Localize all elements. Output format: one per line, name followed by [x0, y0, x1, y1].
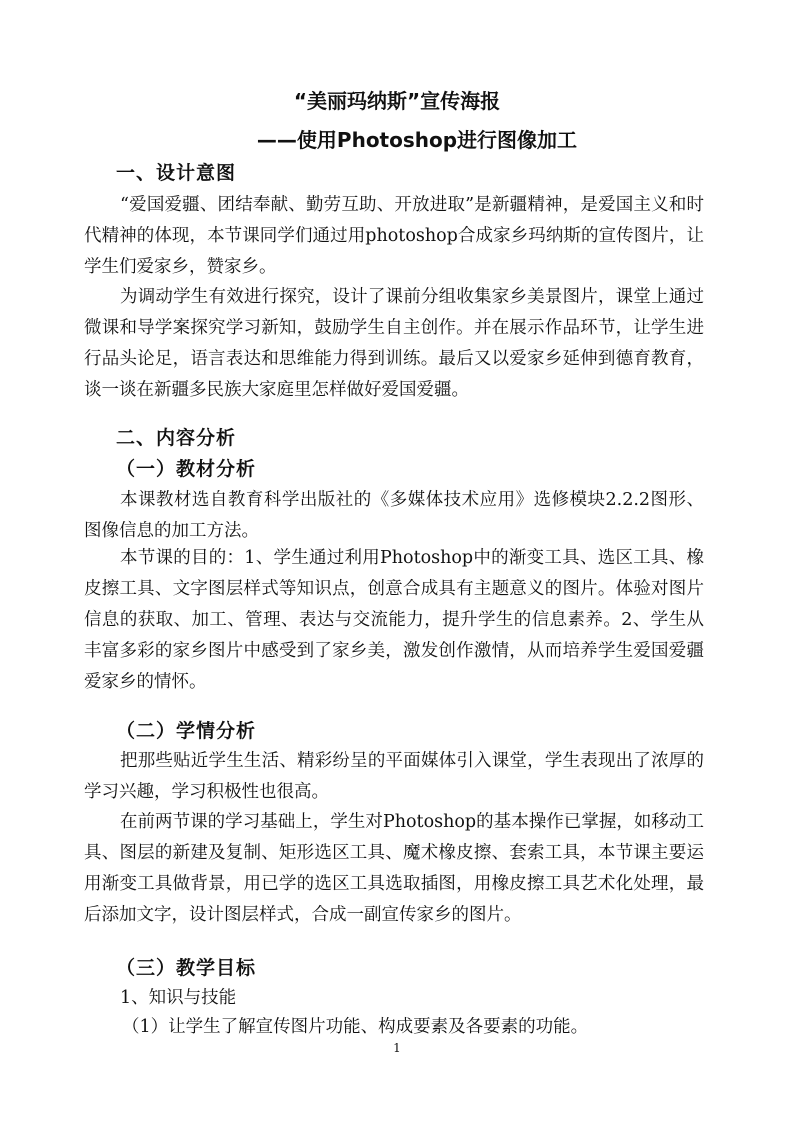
section-1-paragraph-2: 为调动学生有效进行探究，设计了课前分组收集家乡美景图片，课堂上通过微课和导学案探究学习新知，鼓励学生自主创作。并在展示作品环节，让学生进行品头论足，语言表达和思维能力得到训练。最后又以爱家乡延伸到德育教育，谈一谈在新疆多民族大家庭里怎样做好爱国爱疆。	[84, 287, 704, 400]
subsection-textbook-heading: （一）教材分析	[116, 458, 257, 480]
learner-paragraph-1: 把那些贴近学生生活、精彩纷呈的平面媒体引入课堂，学生表现出了浓厚的学习兴趣，学习积极性也很高。	[84, 751, 704, 802]
objective-item-2: （1）让学生了解宣传图片功能、构成要素及各要素的功能。	[122, 1017, 589, 1037]
document-title: “美丽玛纳斯”宣传海报	[293, 89, 501, 113]
objective-item-1: 1、知识与技能	[120, 988, 237, 1008]
subsection-objectives-heading: （三）教学目标	[116, 957, 257, 979]
page-number: 1	[393, 1041, 401, 1055]
subsection-learner-heading: （二）学情分析	[116, 720, 257, 742]
document-subtitle: ——使用Photoshop进行图像加工	[256, 128, 578, 152]
textbook-paragraph-1: 本课教材选自教育科学出版社的《多媒体技术应用》选修模块2.2.2图形、图像信息的加工方法。	[84, 490, 704, 541]
learner-paragraph-2: 在前两节课的学习基础上，学生对Photoshop的基本操作已掌握，如移动工具、图层的新建及复制、矩形选区工具、魔术橡皮擦、套索工具，本节课主要运用渐变工具做背景，用已学的选区工具选取插图，用橡皮擦工具艺术化处理，最后添加文字，设计图层样式，合成一副宣传家乡的图片。	[84, 812, 704, 925]
textbook-paragraph-2: 本节课的目的：1、学生通过利用Photoshop中的渐变工具、选区工具、橡皮擦工具、文字图层样式等知识点，创意合成具有主题意义的图片。体验对图片信息的获取、加工、管理、表达与交流能力，提升学生的信息素养。2、学生从丰富多彩的家乡图片中感受到了家乡美，激发创作激情，从而培养学生爱国爱疆爱家乡的情怀。	[84, 548, 704, 692]
section-1-heading: 一、设计意图	[116, 162, 237, 184]
section-1-paragraph-1: “爱国爱疆、团结奉献、勤劳互助、开放进取”是新疆精神，是爱国主义和时代精神的体现，本节课同学们通过用photoshop合成家乡玛纳斯的宣传图片，让学生们爱家乡，赞家乡。	[84, 195, 704, 277]
section-2-heading: 二、内容分析	[116, 427, 237, 449]
